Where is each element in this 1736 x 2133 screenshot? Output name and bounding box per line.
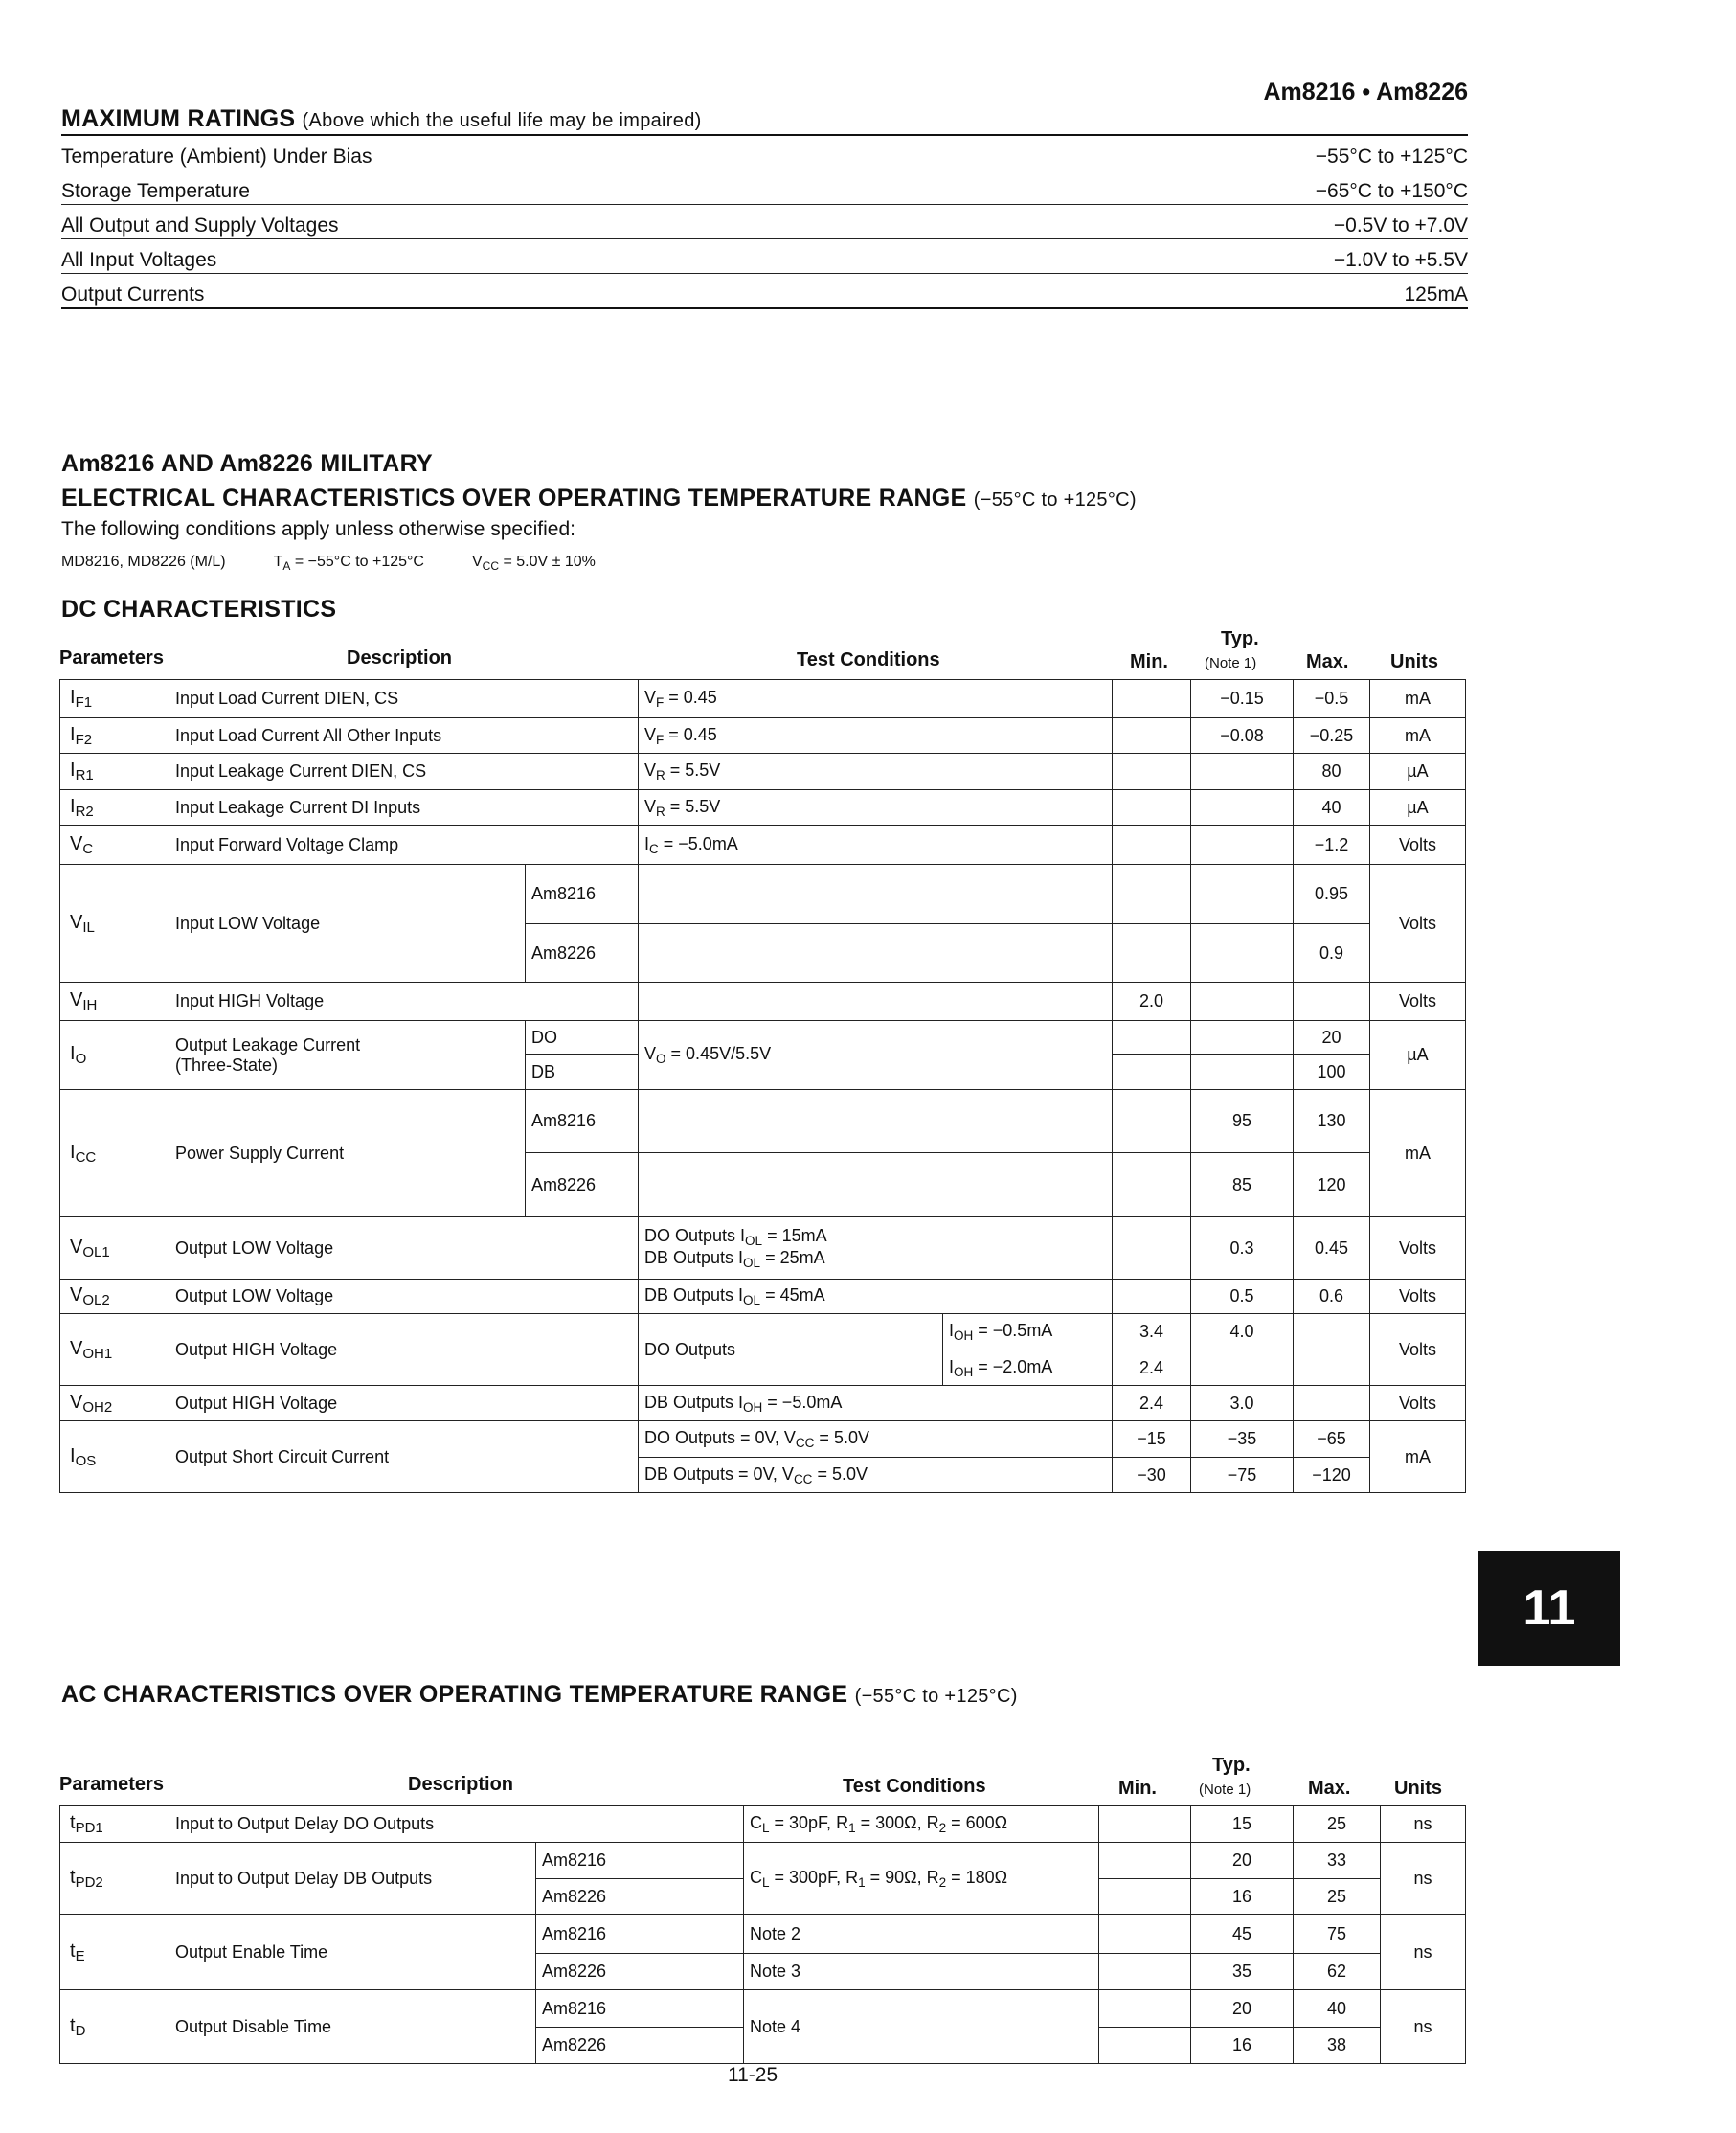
rating-row [61,239,1468,274]
max: −1.2 [1294,826,1370,865]
ac-header-parameters: Parameters [59,1774,164,1795]
param-symbol: $t_D$ [60,1990,169,2064]
electrical-title [61,485,1137,512]
rating-row [61,170,1468,205]
min [1113,865,1191,924]
ac-header-description: Description [408,1774,514,1795]
dc-header-max: Max. [1306,651,1349,672]
min [1099,1879,1191,1915]
description: Input Forward Voltage Clamp [169,826,639,865]
table-row [60,718,1466,754]
units: Volts [1370,865,1466,983]
test-condition: $V_R = 5.5V$ [639,754,1113,790]
test-condition [639,1217,1113,1280]
max: 38 [1294,2028,1381,2064]
min [1113,754,1191,790]
max: 75 [1294,1915,1381,1954]
min [1113,1021,1191,1055]
typ: 16 [1191,1879,1294,1915]
param-symbol: $t_{PD1}$ [60,1806,169,1843]
test-condition: $I_C = -5.0mA$ [639,826,1113,865]
max: 0.6 [1294,1280,1370,1314]
units: ns [1381,1990,1466,2064]
test-condition: $V_R = 5.5V$ [639,790,1113,826]
max-ratings-table [61,134,1468,309]
test-condition: $C_L = 300pF$, $R_1 = 90\Omega$, $R_2 = 180\Omega$ [744,1843,1099,1915]
typ: 3.0 [1191,1386,1294,1421]
variant-label: DO [526,1021,639,1055]
description: Input to Output Delay DB Outputs [169,1843,536,1915]
min [1113,1280,1191,1314]
typ: 0.3 [1191,1217,1294,1280]
table-row [60,826,1466,865]
typ: −75 [1191,1458,1294,1493]
typ: 0.5 [1191,1280,1294,1314]
max: 33 [1294,1843,1381,1879]
ac-header-min: Min. [1118,1778,1157,1799]
typ [1191,1055,1294,1090]
description: Output LOW Voltage [169,1280,639,1314]
max: 20 [1294,1021,1370,1055]
rating-label: All Input Voltages [61,249,217,271]
page-number: 11-25 [728,2064,778,2086]
typ [1191,924,1294,983]
min [1113,826,1191,865]
units: Volts [1370,1280,1466,1314]
param-symbol: $V_{OH2}$ [60,1386,169,1421]
param-symbol: $V_{OL1}$ [60,1217,169,1280]
typ [1191,865,1294,924]
test-condition: $C_L = 30pF$, $R_1 = 300\Omega$, $R_2 = 600\Omega$ [744,1806,1099,1843]
units: µA [1370,790,1466,826]
units: µA [1370,754,1466,790]
test-condition: DB Outputs $I_{OH} = -5.0mA$ [639,1386,1113,1421]
typ: 85 [1191,1153,1294,1217]
ac-title [61,1681,1018,1709]
dc-header-description: Description [347,647,453,669]
rating-value: −55°C to +125°C [1315,146,1468,168]
units: mA [1370,718,1466,754]
device-list: MD8216, MD8226 (M/L) [61,554,226,570]
electrical-heading: ELECTRICAL CHARACTERISTICS OVER OPERATING TEMPERATURE RANGE [61,485,967,511]
test-condition: DB Outputs = 0V, $V_{CC} = 5.0V$ [639,1458,1113,1493]
description: Power Supply Current [169,1090,526,1217]
dc-header-typ: Typ. [1221,628,1259,649]
max [1294,1386,1370,1421]
min [1099,1806,1191,1843]
part-numbers-header: Am8216 • Am8226 [1263,79,1468,105]
typ: 16 [1191,2028,1294,2064]
max: −0.5 [1294,680,1370,718]
max-ratings-title [61,105,702,133]
units: Volts [1370,1386,1466,1421]
dc-header-test: Test Conditions [797,649,940,670]
devices-line [61,554,596,573]
units: ns [1381,1915,1466,1990]
description: Output Short Circuit Current [169,1421,639,1493]
variant-label: Am8226 [526,1153,639,1217]
test-condition: DO Outputs [639,1314,943,1386]
test-condition [639,865,1113,924]
min [1113,1090,1191,1153]
typ: 20 [1191,1843,1294,1879]
dc-title: DC CHARACTERISTICS [61,596,337,623]
description: Output Enable Time [169,1915,536,1990]
units: mA [1370,1421,1466,1493]
rating-value: −1.0V to +5.5V [1333,249,1468,271]
max: 62 [1294,1954,1381,1990]
param-symbol: $I_{F2}$ [60,718,169,754]
max: 40 [1294,1990,1381,2028]
dc-characteristics-table [59,679,1466,1493]
table-row [60,1806,1466,1843]
variant-label: Am8226 [536,2028,744,2064]
param-symbol: $t_E$ [60,1915,169,1990]
table-row [60,1217,1466,1280]
param-symbol: $I_O$ [60,1021,169,1090]
ac-characteristics-table [59,1805,1466,2064]
max: 80 [1294,754,1370,790]
variant-label: Am8216 [526,1090,639,1153]
max-ratings-heading: MAXIMUM RATINGS [61,105,296,132]
max: −0.25 [1294,718,1370,754]
variant-label: Am8226 [536,1879,744,1915]
param-symbol: $I_{R1}$ [60,754,169,790]
test-line: DO Outputs $I_{OL} = 15mA$ [644,1226,827,1248]
rating-value: 125mA [1404,284,1468,306]
typ: 45 [1191,1915,1294,1954]
description: Output Disable Time [169,1990,536,2064]
rating-label: Storage Temperature [61,180,250,202]
rating-value: −0.5V to +7.0V [1333,215,1468,237]
max [1294,983,1370,1021]
param-symbol: $I_{F1}$ [60,680,169,718]
param-symbol: $V_C$ [60,826,169,865]
min [1113,718,1191,754]
typ: −0.08 [1191,718,1294,754]
test-condition: Note 4 [744,1990,1099,2064]
description-line: (Three-State) [175,1055,279,1075]
min [1099,1915,1191,1954]
table-row [60,1314,1466,1350]
max: 0.45 [1294,1217,1370,1280]
dc-header-min: Min. [1130,651,1168,672]
description: Input to Output Delay DO Outputs [169,1806,744,1843]
min [1099,1954,1191,1990]
table-row [60,680,1466,718]
dc-header-units: Units [1390,651,1438,672]
vcc-condition: $V_{CC} = 5.0V \pm 10\%$ [471,554,596,573]
table-row [60,1386,1466,1421]
ac-heading: AC CHARACTERISTICS OVER OPERATING TEMPERATURE RANGE [61,1681,848,1708]
typ: 15 [1191,1806,1294,1843]
units: ns [1381,1843,1466,1915]
conditions-note: The following conditions apply unless otherwise specified: [61,518,575,540]
units: ns [1381,1806,1466,1843]
max-ratings-note: (Above which the useful life may be impaired) [302,110,702,131]
ta-condition: $T_A = -55^\circ C$ to +125°C [273,554,424,573]
description: Output HIGH Voltage [169,1314,639,1386]
units: Volts [1370,1314,1466,1386]
typ [1191,1350,1294,1386]
dc-header-parameters: Parameters [59,647,164,669]
max [1294,1350,1370,1386]
test-condition: Note 2 [744,1915,1099,1954]
max: 0.95 [1294,865,1370,924]
table-row [60,754,1466,790]
description: Input Leakage Current DI Inputs [169,790,639,826]
ac-header-max: Max. [1308,1778,1351,1799]
description: Input Load Current All Other Inputs [169,718,639,754]
min [1099,1990,1191,2028]
ac-header-typ-note: (Note 1) [1199,1781,1251,1798]
max: −65 [1294,1421,1370,1458]
typ [1191,826,1294,865]
typ [1191,754,1294,790]
table-row [60,1021,1466,1055]
variant-label: Am8216 [536,1843,744,1879]
ac-temperature-range: (−55°C to +125°C) [854,1686,1018,1707]
min [1099,2028,1191,2064]
units: Volts [1370,826,1466,865]
section-tab-marker: 11 [1478,1551,1620,1666]
max [1294,1314,1370,1350]
description: Output LOW Voltage [169,1217,639,1280]
units: µA [1370,1021,1466,1090]
table-row [60,865,1466,924]
typ: 95 [1191,1090,1294,1153]
max: 0.9 [1294,924,1370,983]
table-row [60,1843,1466,1879]
description: Input Load Current DIEN, CS [169,680,639,718]
param-symbol: $I_{OS}$ [60,1421,169,1493]
units: mA [1370,680,1466,718]
min: 2.0 [1113,983,1191,1021]
max: 130 [1294,1090,1370,1153]
min [1113,1217,1191,1280]
table-row [60,1421,1466,1458]
max: 25 [1294,1879,1381,1915]
min: 3.4 [1113,1314,1191,1350]
ac-header-test: Test Conditions [843,1776,986,1797]
param-symbol: $V_{IH}$ [60,983,169,1021]
units: Volts [1370,983,1466,1021]
min: −15 [1113,1421,1191,1458]
ac-header-typ: Typ. [1212,1755,1251,1776]
variant-label: DB [526,1055,639,1090]
description: Input HIGH Voltage [169,983,639,1021]
sub-condition: $I_{OH} = -2.0mA$ [943,1350,1113,1386]
test-condition: DO Outputs = 0V, $V_{CC} = 5.0V$ [639,1421,1113,1458]
min [1113,1153,1191,1217]
table-row [60,983,1466,1021]
test-condition [639,924,1113,983]
variant-label: Am8216 [536,1990,744,2028]
typ: −35 [1191,1421,1294,1458]
param-symbol: $V_{IL}$ [60,865,169,983]
military-title: Am8216 AND Am8226 MILITARY [61,450,433,477]
ac-header-units: Units [1394,1778,1442,1799]
min [1113,680,1191,718]
rating-row [61,274,1468,309]
table-row [60,1915,1466,1954]
max: −120 [1294,1458,1370,1493]
description [169,1021,526,1090]
typ: 35 [1191,1954,1294,1990]
rating-value: −65°C to +150°C [1315,180,1468,202]
table-row [60,1990,1466,2028]
table-row [60,1280,1466,1314]
variant-label: Am8216 [526,865,639,924]
test-condition: DB Outputs $I_{OL} = 45mA$ [639,1280,1113,1314]
test-line: DB Outputs $I_{OL} = 25mA$ [644,1248,825,1270]
param-symbol: $I_{CC}$ [60,1090,169,1217]
max: 25 [1294,1806,1381,1843]
description: Input LOW Voltage [169,865,526,983]
rating-label: Output Currents [61,284,205,306]
param-symbol: $V_{OH1}$ [60,1314,169,1386]
min: −30 [1113,1458,1191,1493]
min [1113,790,1191,826]
max: 100 [1294,1055,1370,1090]
test-condition [639,1090,1113,1153]
typ [1191,983,1294,1021]
test-condition [639,983,1113,1021]
rating-row [61,205,1468,239]
max: 40 [1294,790,1370,826]
test-condition: Note 3 [744,1954,1099,1990]
units: Volts [1370,1217,1466,1280]
test-condition: $V_F = 0.45$ [639,680,1113,718]
test-condition: $V_F = 0.45$ [639,718,1113,754]
table-row [60,790,1466,826]
typ: 20 [1191,1990,1294,2028]
rating-label: Temperature (Ambient) Under Bias [61,146,372,168]
param-symbol: $I_{R2}$ [60,790,169,826]
min [1113,924,1191,983]
min [1099,1843,1191,1879]
dc-header-typ-note: (Note 1) [1205,655,1257,671]
typ [1191,790,1294,826]
typ: −0.15 [1191,680,1294,718]
table-row [60,1090,1466,1153]
rating-row [61,136,1468,170]
test-condition: $V_O = 0.45V/5.5V$ [639,1021,1113,1090]
max: 120 [1294,1153,1370,1217]
test-condition [639,1153,1113,1217]
min [1113,1055,1191,1090]
temperature-range: (−55°C to +125°C) [973,489,1137,511]
units: mA [1370,1090,1466,1217]
description: Output HIGH Voltage [169,1386,639,1421]
description: Input Leakage Current DIEN, CS [169,754,639,790]
description-line: Output Leakage Current [175,1034,361,1055]
typ: 4.0 [1191,1314,1294,1350]
variant-label: Am8226 [536,1954,744,1990]
min: 2.4 [1113,1350,1191,1386]
min: 2.4 [1113,1386,1191,1421]
variant-label: Am8226 [526,924,639,983]
rating-label: All Output and Supply Voltages [61,215,339,237]
param-symbol: $t_{PD2}$ [60,1843,169,1915]
param-symbol: $V_{OL2}$ [60,1280,169,1314]
sub-condition: $I_{OH} = -0.5mA$ [943,1314,1113,1350]
variant-label: Am8216 [536,1915,744,1954]
typ [1191,1021,1294,1055]
